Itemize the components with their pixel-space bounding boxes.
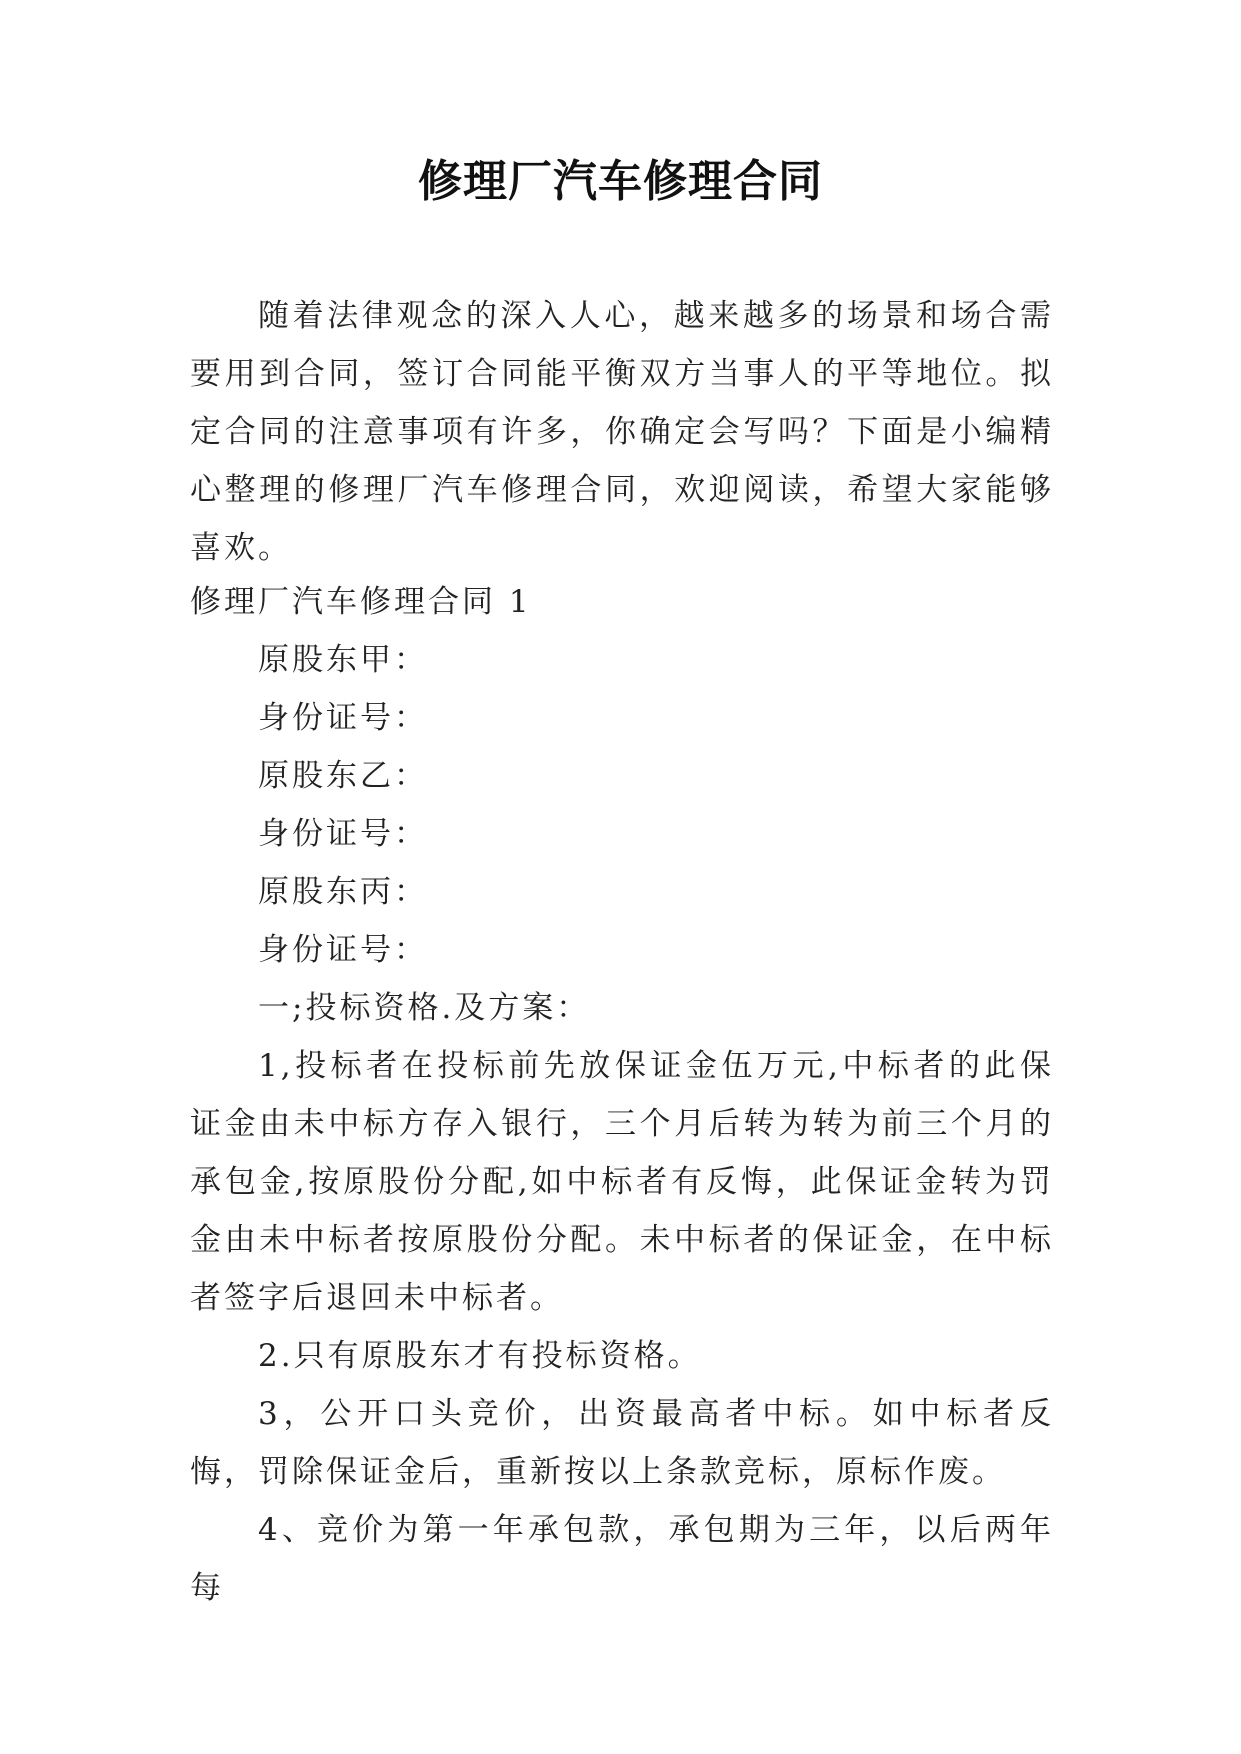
field-shareholder-c: 原股东丙： — [258, 874, 428, 910]
clause-paragraph: 3，公开口头竞价，出资最高者中标。如中标者反悔，罚除保证金后，重新按以上条款竞标，原标作废。 — [190, 1396, 1054, 1490]
clause-heading: 一;投标资格.及方案： — [258, 990, 591, 1026]
clause-paragraph: 1,投标者在投标前先放保证金伍万元,中标者的此保证金由未中标方存入银行，三个月后转为转为前三个月的承包金,按原股份分配,如中标者有反悔，此保证金转为罚金由未中标者按原股份分配。未中标者的保证金，在中标者签字后退回未中标者。 — [190, 1048, 1054, 1316]
field-id-number-b: 身份证号： — [258, 816, 428, 852]
contract-section — [190, 573, 1054, 1617]
intro-block — [190, 287, 1054, 577]
field-shareholder-a: 原股东甲： — [258, 642, 428, 678]
clause-paragraph: 2.只有原股东才有投标资格。 — [258, 1338, 702, 1374]
field-shareholder-b: 原股东乙： — [258, 758, 428, 794]
section-heading: 修理厂汽车修理合同 1 — [190, 584, 532, 620]
clause-paragraph: 4、竞价为第一年承包款，承包期为三年，以后两年每 — [190, 1512, 1054, 1606]
field-id-number-a: 身份证号： — [258, 700, 428, 736]
field-id-number-c: 身份证号： — [258, 932, 428, 968]
document-title: 修理厂汽车修理合同 — [418, 156, 823, 207]
intro-paragraph: 随着法律观念的深入人心，越来越多的场景和场合需要用到合同，签订合同能平衡双方当事人的平等地位。拟定合同的注意事项有许多，你确定会写吗？下面是小编精心整理的修理厂汽车修理合同，欢迎阅读，希望大家能够喜欢。 — [190, 298, 1054, 566]
